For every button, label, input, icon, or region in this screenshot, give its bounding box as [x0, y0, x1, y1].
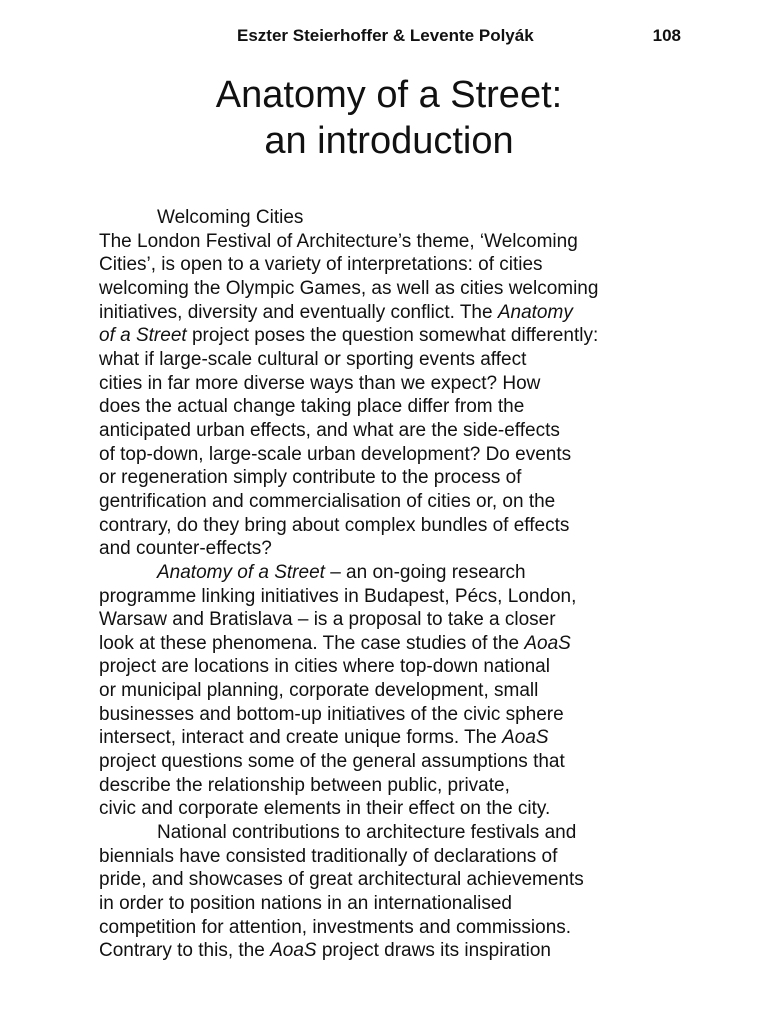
- running-header: [0, 26, 768, 50]
- text-line: contrary, do they bring about complex bundles of effects: [99, 514, 570, 536]
- text-line: anticipated urban effects, and what are the side-effects: [99, 419, 560, 441]
- italic-text: Anatomy: [497, 301, 573, 323]
- text-line: in order to position nations in an internationalised: [99, 893, 512, 915]
- article-title: [0, 72, 768, 164]
- italic-text: AoaS: [502, 727, 549, 749]
- section-heading: Welcoming Cities: [157, 207, 304, 228]
- text-line: project questions some of the general assumptions that: [99, 751, 565, 773]
- italic-text: AoaS: [270, 940, 317, 962]
- text-line: pride, and showcases of great architectural achievements: [99, 869, 584, 891]
- text-line: intersect, interact and create unique forms. The AoaS: [99, 727, 549, 749]
- title-line-2: an introduction: [264, 120, 514, 162]
- text-line: what if large-scale cultural or sporting events affect: [99, 348, 527, 370]
- text-line: cities in far more diverse ways than we expect? How: [99, 372, 541, 394]
- text-line: welcoming the Olympic Games, as well as cities welcoming: [99, 277, 599, 299]
- text-line: civic and corporate elements in their effect on the city.: [99, 798, 551, 820]
- text-line: businesses and bottom-up initiatives of the civic sphere: [99, 703, 564, 725]
- header-authors: Eszter Steierhoffer & Levente Polyák: [237, 26, 534, 45]
- text-line: Anatomy of a Street – an on-going research: [157, 561, 526, 583]
- text-line: competition for attention, investments and commissions.: [99, 916, 572, 938]
- text-line: or regeneration simply contribute to the process of: [99, 467, 522, 489]
- page-number: 108: [652, 26, 681, 45]
- text-line: National contributions to architecture festivals and: [157, 822, 577, 844]
- text-line: describe the relationship between public, private,: [99, 774, 510, 796]
- italic-text: Anatomy of a Street: [157, 561, 325, 583]
- text-line: or municipal planning, corporate development, small: [99, 680, 539, 702]
- text-line: project are locations in cities where top-down national: [99, 656, 550, 678]
- text-line: of top-down, large-scale urban development? Do events: [99, 443, 572, 465]
- italic-text: of a Street: [99, 325, 187, 347]
- text-line: programme linking initiatives in Budapest, Pécs, London,: [99, 585, 577, 607]
- text-line: and counter-effects?: [99, 538, 272, 560]
- text-line: gentrification and commercialisation of cities or, on the: [99, 490, 556, 512]
- text-line: Cities’, is open to a variety of interpretations: of cities: [99, 254, 543, 276]
- text-line: biennials have consisted traditionally of declarations of: [99, 845, 558, 867]
- text-line: Contrary to this, the AoaS project draws its inspiration: [99, 940, 551, 962]
- text-line: initiatives, diversity and eventually conflict. The Anatomy: [99, 301, 573, 323]
- paragraph: [99, 821, 699, 963]
- text-line: does the actual change taking place differ from the: [99, 396, 525, 418]
- text-line: The London Festival of Architecture’s theme, ‘Welcoming: [99, 230, 578, 252]
- article-body: [99, 206, 699, 963]
- text-line: Warsaw and Bratislava – is a proposal to take a closer: [99, 609, 556, 631]
- title-line-1: Anatomy of a Street:: [215, 74, 563, 116]
- italic-text: AoaS: [524, 632, 571, 654]
- paragraphs-container: [99, 230, 699, 963]
- text-line: of a Street project poses the question somewhat differently:: [99, 325, 599, 347]
- paragraph: [99, 230, 699, 561]
- paragraph: [99, 561, 699, 821]
- text-line: look at these phenomena. The case studies of the AoaS: [99, 632, 571, 654]
